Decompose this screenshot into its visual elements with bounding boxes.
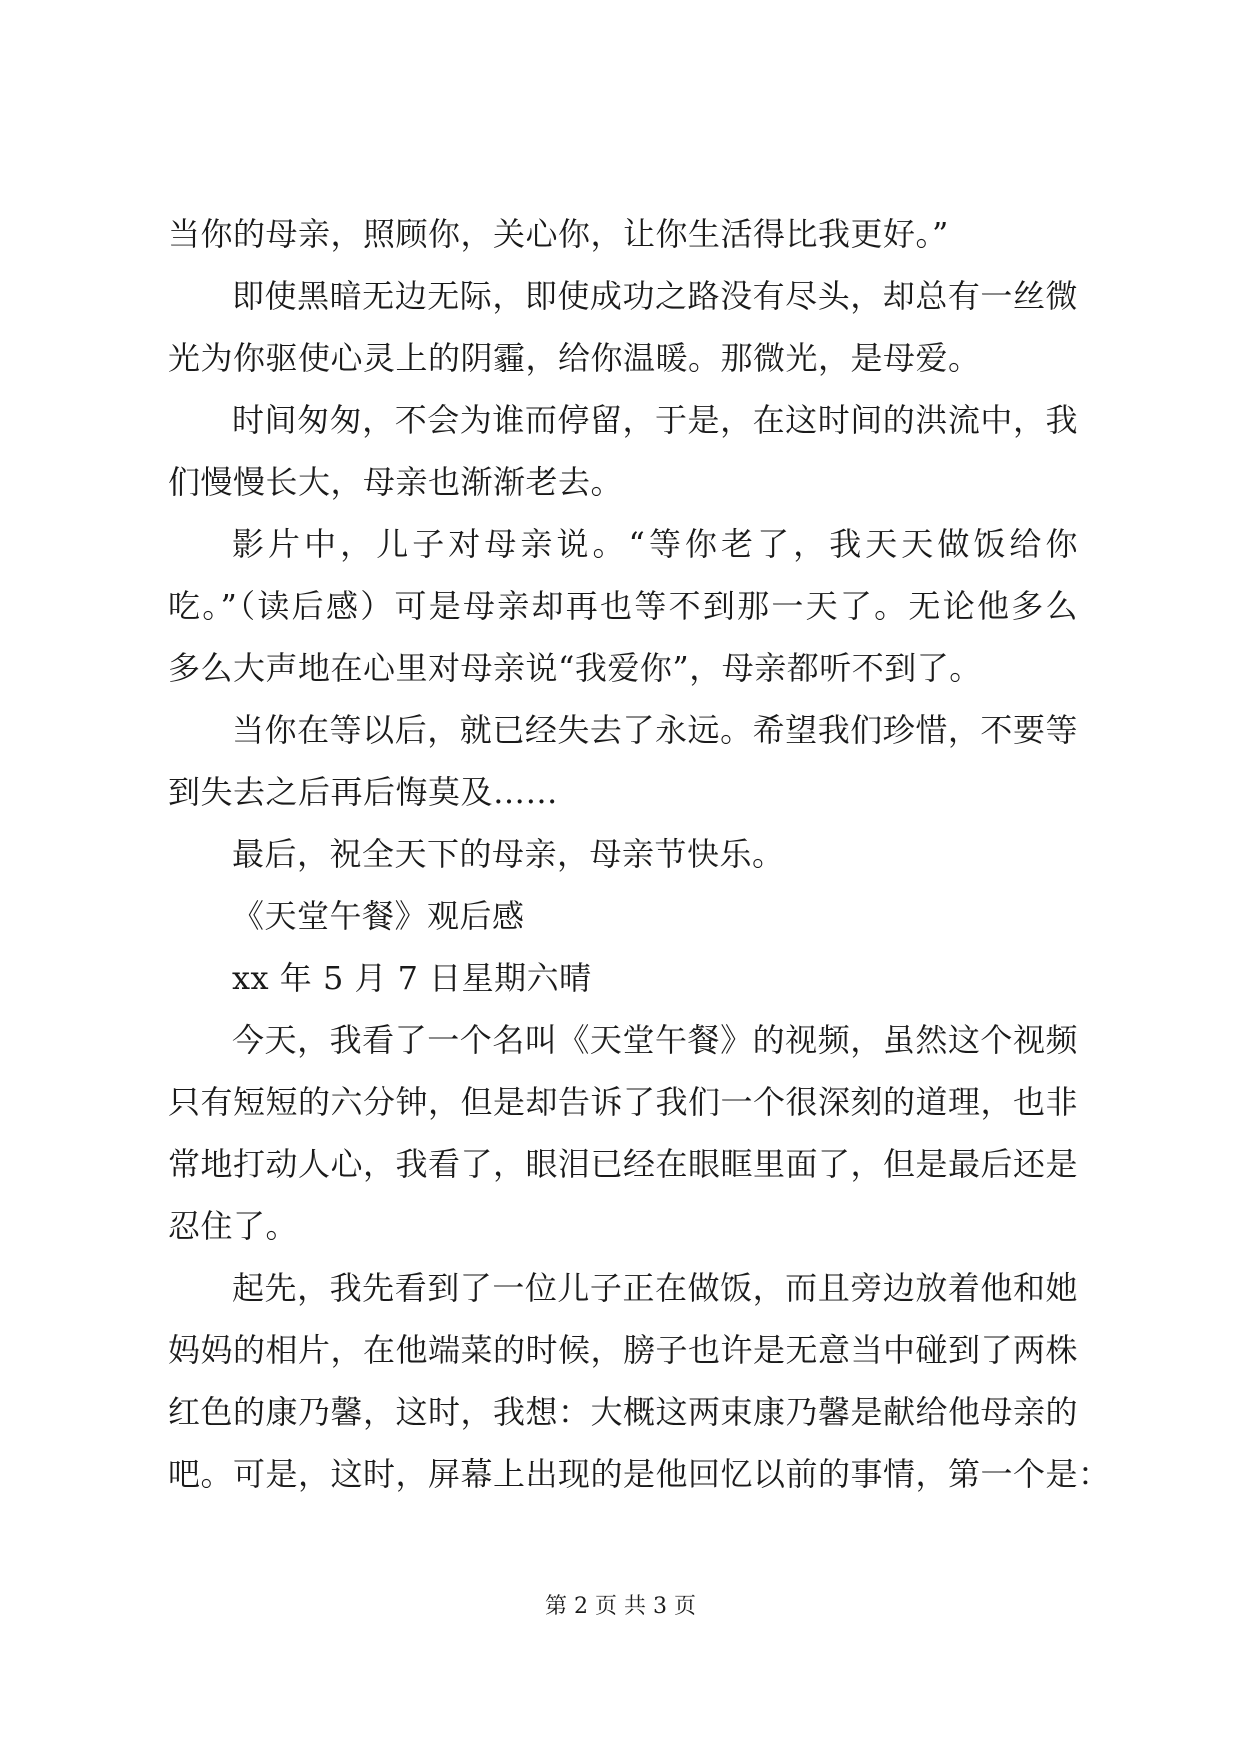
text-line: 今天，我看了一个名叫《天堂午餐》的视频，虽然这个视频 [232, 1021, 1078, 1059]
text-line: 光为你驱使心灵上的阴霾，给你温暖。那微光，是母爱。 [168, 339, 981, 377]
page-number: 第 2 页 共 3 页 [545, 1594, 696, 1619]
text-line: 吧。可是，这时，屏幕上出现的是他回忆以前的事情，第一个是： [168, 1455, 1111, 1493]
text-line: 红色的康乃馨，这时，我想：大概这两束康乃馨是献给他母亲的 [168, 1393, 1079, 1431]
text-line: 多么大声地在心里对母亲说“我爱你”，母亲都听不到了。 [168, 649, 982, 687]
text-line: 影片中，儿子对母亲说。“等你老了，我天天做饭给你 [232, 525, 1078, 563]
text-line: 即使黑暗无边无际，即使成功之路没有尽头，却总有一丝微 [232, 277, 1078, 315]
article-title: 《天堂午餐》观后感 [232, 897, 525, 935]
text-line: 常地打动人心，我看了，眼泪已经在眼眶里面了，但是最后还是 [168, 1145, 1079, 1183]
text-line: 时间匆匆，不会为谁而停留，于是，在这时间的洪流中，我 [232, 401, 1078, 439]
page-footer [0, 1592, 1241, 1622]
text-line: 当你的母亲，照顾你，关心你，让你生活得比我更好。” [168, 215, 949, 253]
text-line: 忍住了。 [168, 1207, 299, 1245]
text-line: 妈妈的相片，在他端菜的时候，膀子也许是无意当中碰到了两株 [168, 1331, 1079, 1369]
text-line: 只有短短的六分钟，但是却告诉了我们一个很深刻的道理，也非 [168, 1083, 1079, 1121]
body-text [168, 203, 1111, 1505]
text-line: 最后，祝全天下的母亲，母亲节快乐。 [232, 835, 785, 873]
text-line: 们慢慢长大，母亲也渐渐老去。 [168, 463, 624, 501]
text-line: 起先，我先看到了一位儿子正在做饭，而且旁边放着他和她 [232, 1269, 1078, 1307]
text-line: 到失去之后再后悔莫及…… [168, 773, 559, 811]
diary-date: xx 年 5 月 7 日星期六晴 [232, 959, 592, 997]
text-line: 吃。”（读后感）可是母亲却再也等不到那一天了。无论他多么 [168, 587, 1078, 625]
text-line: 当你在等以后，就已经失去了永远。希望我们珍惜，不要等 [232, 711, 1078, 749]
